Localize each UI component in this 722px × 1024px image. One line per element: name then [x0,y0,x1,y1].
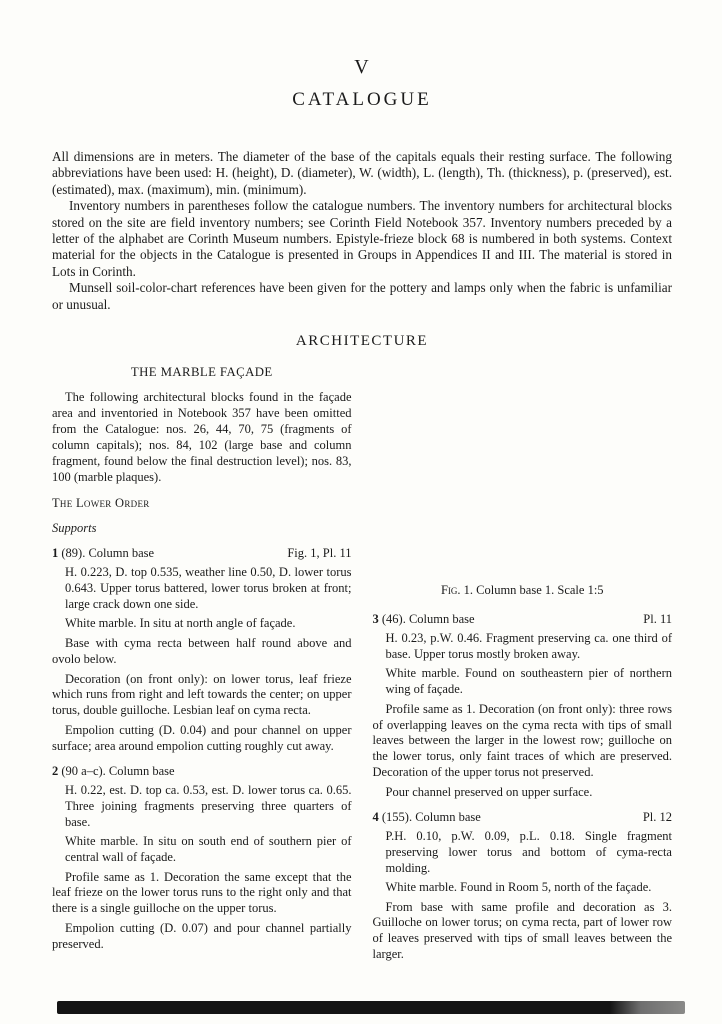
entry-number: 1 [52,546,59,561]
entry-paragraph: From base with same profile and decoration as 3. Guilloche on lower torus; on cyma recta, part of lower row of leaves preserved with tips of small leaves between the larger. [372,899,672,962]
entry-paragraph: Empolion cutting (D. 0.04) and pour channel on upper surface; area around empolion cutting roughly cut away. [52,723,352,754]
entry-measurements [386,631,673,698]
entry-inventory: (90 a–c). [61,764,106,779]
measurement-paragraph: H. 0.22, est. D. top ca. 0.53, est. D. lower torus ca. 0.65. Three joining fragments preserving three quarters of base. [65,783,352,829]
material-paragraph: White marble. In situ at north angle of façade. [65,615,296,630]
material-paragraph: White marble. Found on southeastern pier of northern wing of façade. [385,665,672,696]
entry-title-group [52,546,154,562]
entry-title: Column base [415,810,481,825]
figure-label: Fig. 1. [440,583,474,598]
entry-paragraph: Empolion cutting (D. 0.07) and pour channel partially preserved. [52,921,352,952]
entry-reference: Pl. 12 [642,810,672,825]
catalogue-entry [373,612,673,801]
catalogue-entry [373,810,673,963]
entry-inventory: (155). [381,810,413,825]
intro-paragraph: Inventory numbers in parentheses follow the catalogue numbers. The inventory numbers for architectural blocks stored on the site are field inventory numbers; see Corinth Field Notebook 357. Inventory numbers preceded by a letter of the alphabet are Corinth Museum numbers. Epistyle-frieze block 68 is numbered in both systems. Context material for the objects in the Catalogue is presented in Groups in Appendices II and III. The material is stored in Lots in Corinth. [52,198,672,279]
entry-paragraph: Base with cyma recta between half round above and ovolo below. [52,635,352,666]
material-paragraph: White marble. Found in Room 5, north of the façade. [385,879,652,894]
chapter-title: CATALOGUE [292,89,432,110]
entry-heading [373,810,673,826]
lower-order-subheading: The Lower Order [52,496,150,511]
entry-inventory: (46). [381,612,406,627]
scan-artifact-bar [57,1001,685,1014]
entry-measurements [386,829,673,896]
entry-inventory: (89). [61,546,86,561]
intro-paragraph: All dimensions are in meters. The diameter of the base of the capitals equals their resting surface. The following abbreviations have been used: H. (height), D. (diameter), W. (width), L. (length), Th. (thickness), p. (preserved), est. (estimated), max. (maximum), min. (minimum). [52,149,672,197]
entry-title: Column base [408,612,475,627]
entry-title-group [373,612,475,628]
entry-paragraph: Profile same as 1. Decoration (on front only): three rows of overlapping leaves on the cyma recta with tips of small leaves between the larger in the lowest row; guilloche on the lower torus, only faint traces of which are preserved. Decoration of the upper torus not preserved. [372,701,672,780]
entry-measurements [65,565,352,632]
facade-intro-paragraph: The following architectural blocks found in the façade area and inventoried in Notebook 357 have been omitted from the Catalogue: nos. 26, 44, 70, 75 (fragments of column capitals); nos. 84, 102 (large base and column fragment, found below the final destruction level); nos. 83, 100 (marble plaques). [52,389,352,484]
measurement-paragraph: P.H. 0.10, p.W. 0.09, p.L. 0.18. Single fragment preserving lower torus and bottom of cyma-recta molding. [385,828,672,875]
figure-1-area [373,365,673,603]
right-column [373,365,673,963]
figure-caption-text: Column base 1. Scale 1:5 [476,583,604,598]
measurement-paragraph: H. 0.23, p.W. 0.46. Fragment preserving ca. one third of base. Upper torus mostly broken away. [385,630,672,661]
left-column [52,365,352,963]
chapter-header [52,56,672,111]
chapter-number: V [354,56,370,78]
entry-title: Column base [88,546,155,561]
entry-number: 3 [372,612,379,627]
entry-paragraph: Profile same as 1. Decoration the same except that the leaf frieze on the lower torus runs to the right only and that there is a single guilloche on the upper torus. [52,869,352,916]
entry-paragraph: Decoration (on front only): on lower torus, leaf frieze which runs from right and left towards the center; on upper torus, double guilloche. Lesbian leaf on cyma recta. [52,671,352,718]
intro-paragraph: Munsell soil-color-chart references have been given for the pottery and lamps only when the fabric is unfamiliar or unusual. [52,280,672,312]
measurement-paragraph: H. 0.223, D. top 0.535, weather line 0.50, D. lower torus 0.643. Upper torus battered, lower torus broken at front; large crack down one side. [65,565,352,611]
entry-measurements [65,783,352,866]
intro-section [52,149,672,313]
material-paragraph: White marble. In situ on south end of southern pier of central wall of façade. [65,833,352,864]
two-column-layout [52,365,672,963]
facade-heading: THE MARBLE FAÇADE [130,365,273,380]
figure-1-caption [373,583,673,603]
entry-title-group [373,810,481,826]
section-title: ARCHITECTURE [295,333,429,350]
entry-title-group [52,764,175,780]
entry-title: Column base [108,764,175,779]
entry-heading [52,764,352,780]
entry-heading [373,612,673,628]
supports-label: Supports [52,521,97,536]
catalogue-entry [52,546,352,755]
entry-paragraph: Pour channel preserved on upper surface. [385,785,593,800]
figure-1-drawing [373,365,673,583]
entry-number: 4 [372,810,379,825]
entry-number: 2 [52,764,59,779]
catalogue-entry [52,764,352,953]
entry-reference: Pl. 11 [643,612,672,627]
entry-reference: Fig. 1, Pl. 11 [287,546,352,561]
entry-heading [52,546,352,562]
